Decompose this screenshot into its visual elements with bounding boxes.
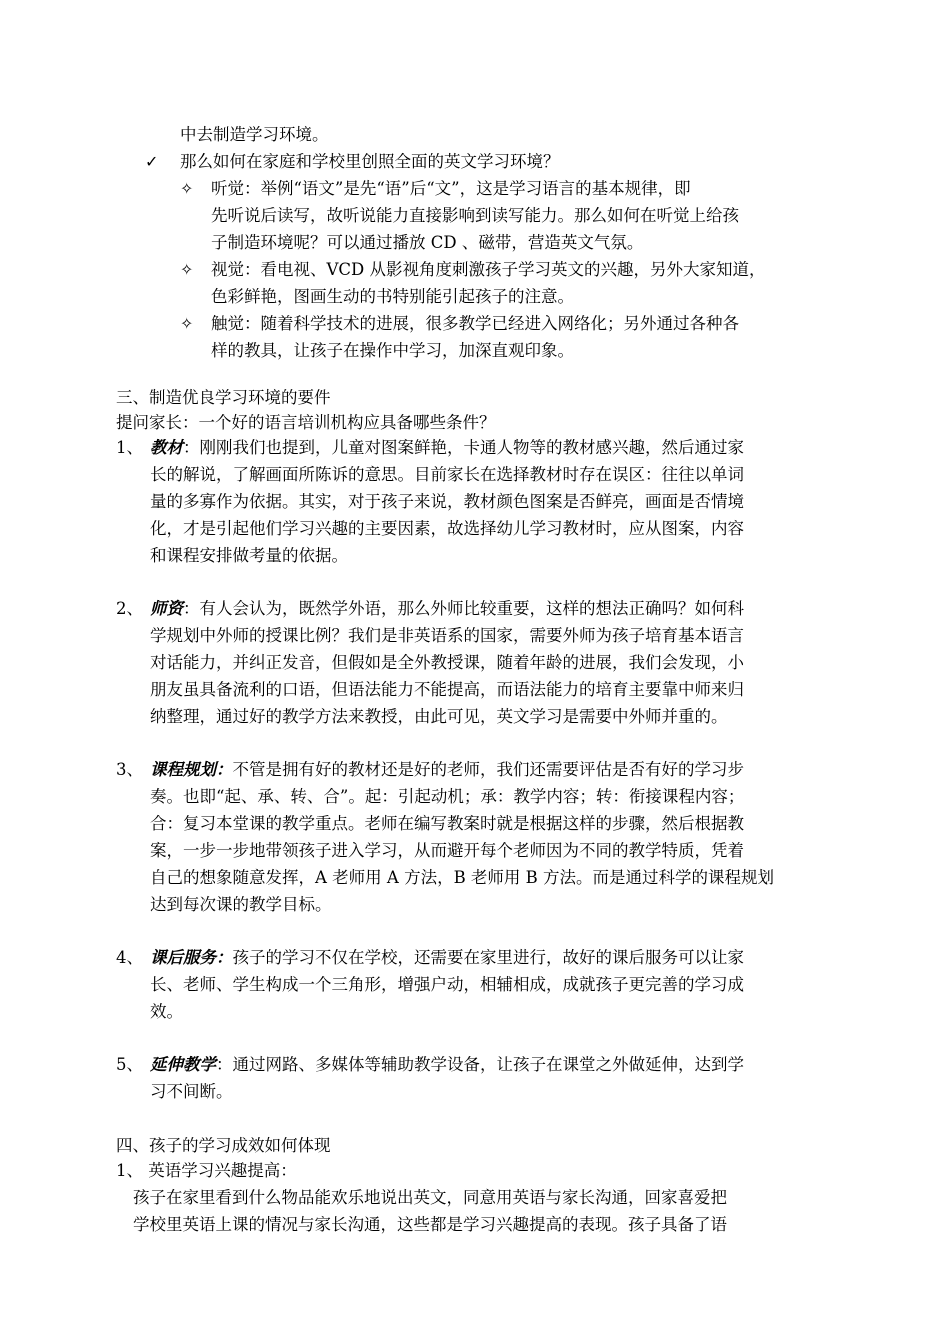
sight-line-2: 色彩鲜艳，图画生动的书特别能引起孩子的注意。 — [211, 287, 574, 306]
item-1-line-4: 化，才是引起他们学习兴趣的主要因素，故选择幼儿学习教材时，应从图案，内容 — [150, 519, 744, 538]
section-4-para-line-1: 孩子在家里看到什么物品能欢乐地说出英文，同意用英语与家长沟通，回家喜爱把 — [133, 1188, 727, 1207]
item-5-number: 5、 — [116, 1055, 143, 1074]
item-2-number: 2、 — [116, 599, 143, 618]
touch-line-1: 触觉：随着科学技术的进展，很多教学已经进入网络化；另外通过各种各 — [211, 314, 739, 333]
diamond-bullet-icon: ✧ — [180, 314, 194, 333]
diamond-bullet-icon: ✧ — [180, 260, 194, 279]
item-2-first: ：有人会认为，既然学外语，那么外师比较重要，这样的想法正确吗？如何科 — [183, 599, 744, 618]
hearing-line-3: 子制造环境呢？可以通过播放 CD 、磁带，营造英文气氛。 — [211, 233, 644, 252]
item-1-line-2: 长的解说，了解画面所陈诉的意思。目前家长在选择教材时存在误区：往往以单词 — [150, 465, 744, 484]
hearing-line-1: 听觉：举例“语文”是先“语”后“文”，这是学习语言的基本规律，即 — [211, 179, 691, 198]
item-3-line-3: 合：复习本堂课的教学重点。老师在编写教案时就是根据这样的步骤，然后根据教 — [150, 814, 744, 833]
question-line: 那么如何在家庭和学校里创照全面的英文学习环境？ — [180, 152, 560, 171]
item-2-line-4: 朋友虽具备流利的口语，但语法能力不能提高，而语法能力的培育主要靠中师来归 — [150, 680, 744, 699]
continuation-line: 中去制造学习环境。 — [180, 125, 329, 144]
sight-line-1: 视觉：看电视、VCD 从影视角度刺激孩子学习英文的兴趣，另外大家知道， — [211, 260, 766, 279]
item-2-line-3: 对话能力，并纠正发音，但假如是全外教授课，随着年龄的进展，我们会发现，小 — [150, 653, 744, 672]
item-1-first: ：刚刚我们也提到，儿童对图案鲜艳，卡通人物等的教材感兴趣，然后通过家 — [183, 438, 744, 457]
item-3-line-2: 奏。也即“起、承、转、合”。起：引起动机；承：教学内容；转：衔接课程内容； — [150, 787, 745, 806]
hearing-line-2: 先听说后读写，故听说能力直接影响到读写能力。那么如何在听觉上给孩 — [211, 206, 739, 225]
item-4-term: 课后服务： — [150, 948, 233, 967]
item-3-number: 3、 — [116, 760, 143, 779]
item-1-line-3: 量的多寡作为依据。其实，对于孩子来说，教材颜色图案是否鲜亮，画面是否情境 — [150, 492, 744, 511]
item-2-line-2: 学规划中外师的授课比例？我们是非英语系的国家，需要外师为孩子培育基本语言 — [150, 626, 744, 645]
diamond-bullet-icon: ✧ — [180, 179, 194, 198]
item-5-line-2: 习不间断。 — [150, 1082, 233, 1101]
check-icon: ✓ — [145, 152, 159, 171]
item-2-term: 师资 — [150, 599, 183, 618]
item-1-term: 教材 — [150, 438, 183, 457]
touch-line-2: 样的教具，让孩子在操作中学习，加深直观印象。 — [211, 341, 574, 360]
item-1-number: 1、 — [116, 438, 143, 457]
item-3-first: 不管是拥有好的教材还是好的老师，我们还需要评估是否有好的学习步 — [232, 760, 744, 779]
item-4-line-1 — [150, 947, 744, 969]
section-4-item-1: 1、 英语学习兴趣提高： — [116, 1161, 297, 1180]
item-5-first: ：通过网路、多媒体等辅助教学设备，让孩子在课堂之外做延伸，达到学 — [216, 1055, 744, 1074]
item-4-line-3: 效。 — [150, 1002, 183, 1021]
section-3-heading: 三、制造优良学习环境的要件 — [116, 388, 331, 407]
section-4-para-line-2: 学校里英语上课的情况与家长沟通，这些都是学习兴趣提高的表现。孩子具备了语 — [133, 1215, 727, 1234]
item-2-line-5: 纳整理，通过好的教学方法来教授，由此可见，英文学习是需要中外师并重的。 — [150, 707, 728, 726]
item-5-term: 延伸教学 — [150, 1055, 216, 1074]
item-1-line-5: 和课程安排做考量的依据。 — [150, 546, 348, 565]
item-5-line-1 — [150, 1054, 744, 1076]
item-1-line-1 — [150, 437, 836, 459]
item-2-line-1 — [150, 598, 744, 620]
item-3-line-1 — [150, 759, 744, 781]
item-3-term: 课程规划： — [150, 760, 233, 779]
item-4-first: 孩子的学习不仅在学校，还需要在家里进行，故好的课后服务可以让家 — [232, 948, 744, 967]
item-3-line-4: 案，一步一步地带领孩子进入学习，从而避开每个老师因为不同的教学特质，凭着 — [150, 841, 744, 860]
item-3-line-6: 达到每次课的教学目标。 — [150, 895, 332, 914]
section-3-question: 提问家长：一个好的语言培训机构应具备哪些条件？ — [116, 413, 496, 432]
item-3-line-5: 自己的想象随意发挥，A 老师用 A 方法，B 老师用 B 方法。而是通过科学的课程规划 — [150, 868, 775, 887]
item-4-number: 4、 — [116, 948, 143, 967]
item-4-line-2: 长、老师、学生构成一个三角形，增强户动，相辅相成，成就孩子更完善的学习成 — [150, 975, 744, 994]
section-4-heading: 四、孩子的学习成效如何体现 — [116, 1136, 331, 1155]
